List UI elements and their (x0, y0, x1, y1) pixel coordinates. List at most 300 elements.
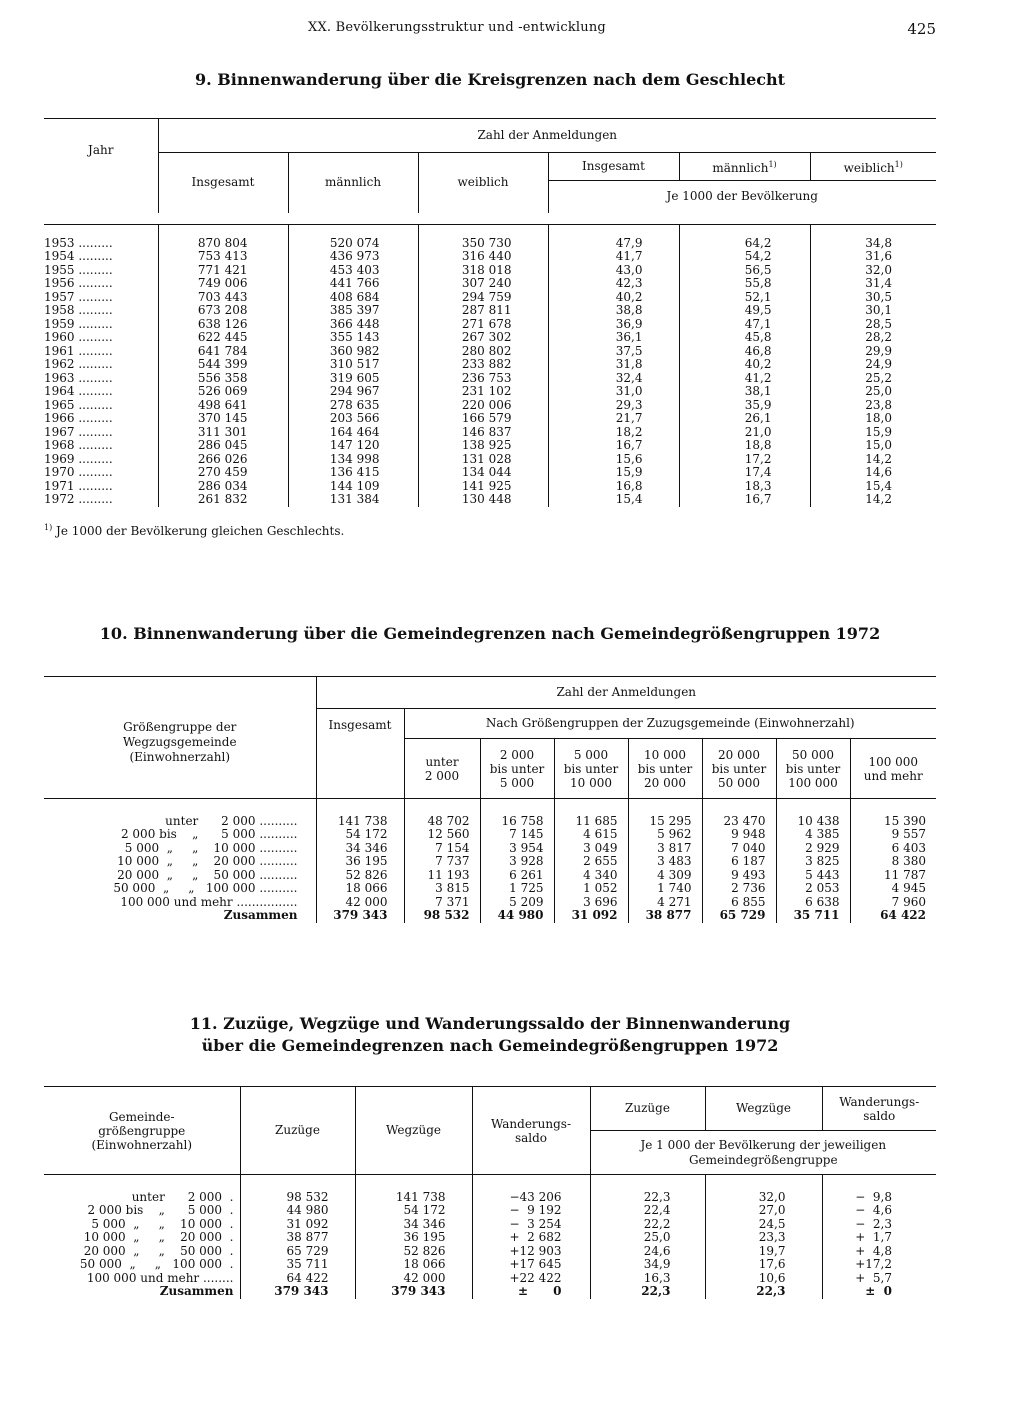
table-cell: 24,5 (705, 1218, 822, 1232)
table-cell: 16,7 (679, 493, 810, 507)
col-wegzuege: Wegzüge (355, 1087, 472, 1175)
table-cell: 29,9 (810, 345, 936, 359)
table-cell: 6 403 (850, 842, 936, 856)
table-cell: 3 049 (554, 842, 628, 856)
table-cell: 14,2 (810, 493, 936, 507)
table-cell: 31,8 (548, 358, 679, 372)
table-cell: 31,0 (548, 385, 679, 399)
col-zuzugsgruppe: 100 000 und mehr (850, 739, 936, 799)
total-row (44, 909, 936, 923)
table-cell: 146 837 (418, 426, 548, 440)
table-cell: 3 817 (628, 842, 702, 856)
table-cell: 18,3 (679, 480, 810, 494)
table-cell: + 5,7 (822, 1272, 936, 1286)
table-cell: 622 445 (158, 331, 288, 345)
table-cell: 286 045 (158, 439, 288, 453)
table-row (44, 896, 936, 910)
table-cell: 673 208 (158, 304, 288, 318)
table-cell: 11 787 (850, 869, 936, 883)
table-cell: 166 579 (418, 412, 548, 426)
col-je-1000: Je 1000 der Bevölkerung (548, 181, 936, 213)
table-cell: 138 925 (418, 439, 548, 453)
table-cell: 3 825 (776, 855, 850, 869)
table-cell: 231 102 (418, 385, 548, 399)
table-cell: + 2 682 (472, 1231, 590, 1245)
table-cell: 136 415 (288, 466, 418, 480)
table-row (44, 1258, 936, 1272)
table-cell: 379 343 (316, 909, 404, 923)
table-cell: 2 053 (776, 882, 850, 896)
row-label: 50 000 „ „ 100 000 . (79, 1257, 234, 1271)
table-cell: 41,7 (548, 250, 679, 264)
table-cell: 3 696 (554, 896, 628, 910)
table-cell: 18,2 (548, 426, 679, 440)
table-cell: 38,1 (679, 385, 810, 399)
table-cell: 38 877 (628, 909, 702, 923)
table-cell: 1 740 (628, 882, 702, 896)
table-cell: 271 678 (418, 318, 548, 332)
table-cell: 31 092 (554, 909, 628, 923)
table-cell: 32,0 (705, 1191, 822, 1205)
table-cell: 316 440 (418, 250, 548, 264)
table-cell: − 9,8 (822, 1191, 936, 1205)
table-cell: 3 483 (628, 855, 702, 869)
table-cell: 360 982 (288, 345, 418, 359)
table9-title: 9. Binnenwanderung über die Kreisgrenzen nach dem Geschlecht (194, 70, 786, 89)
table-cell: 318 018 (418, 264, 548, 278)
col-wanderungssaldo-rate: Wanderungs- saldo (822, 1087, 936, 1131)
table-cell: 278 635 (288, 399, 418, 413)
table11-title-line2: über die Gemeindegrenzen nach Gemeindegrößengruppen 1972 (201, 1036, 779, 1055)
table-cell: 350 730 (418, 237, 548, 251)
table-cell: 164 464 (288, 426, 418, 440)
table-cell: 4 385 (776, 828, 850, 842)
table-cell: + 4,8 (822, 1245, 936, 1259)
col-zuzuege-rate: Zuzüge (590, 1087, 705, 1131)
row-year: 1961 ......... (44, 343, 113, 358)
table-cell: 280 802 (418, 345, 548, 359)
table-cell: 15,0 (810, 439, 936, 453)
table-cell: 131 028 (418, 453, 548, 467)
table-cell: 370 145 (158, 412, 288, 426)
table-cell: 23,8 (810, 399, 936, 413)
table-cell: 45,8 (679, 331, 810, 345)
table-cell: 64 422 (240, 1272, 355, 1286)
table-cell: 9 948 (702, 828, 776, 842)
table-cell: 10,6 (705, 1272, 822, 1286)
table-cell: 65 729 (702, 909, 776, 923)
table10 (44, 676, 936, 923)
table-cell: 34 346 (355, 1218, 472, 1232)
row-label: 2 000 bis „ 5 000 .......... (120, 827, 298, 841)
table-cell: +12 903 (472, 1245, 590, 1259)
table-cell: 294 759 (418, 291, 548, 305)
table-cell: 7 737 (404, 855, 480, 869)
table-row (44, 869, 936, 883)
row-year: 1966 ......... (44, 411, 113, 425)
table-cell: 36 195 (316, 855, 404, 869)
table-cell: 30,5 (810, 291, 936, 305)
table-cell: 32,0 (810, 264, 936, 278)
table-cell: 54 172 (316, 828, 404, 842)
table-cell: 49,5 (679, 304, 810, 318)
table-cell: 4 945 (850, 882, 936, 896)
col-wanderungssaldo: Wanderungs- saldo (472, 1087, 590, 1175)
col-zuzugsgruppe: unter 2 000 (404, 739, 480, 799)
table11-body (44, 1191, 936, 1299)
table-row (44, 426, 936, 440)
table-cell: 771 421 (158, 264, 288, 278)
table-cell: ± 0 (822, 1285, 936, 1299)
table-row (44, 331, 936, 345)
row-year: 1957 ......... (44, 289, 113, 304)
table-cell: 286 034 (158, 480, 288, 494)
table-cell: 47,1 (679, 318, 810, 332)
table-cell: 23,3 (705, 1231, 822, 1245)
table-cell: 355 143 (288, 331, 418, 345)
table-cell: 641 784 (158, 345, 288, 359)
table-cell: 287 811 (418, 304, 548, 318)
table-cell: ± 0 (472, 1285, 590, 1299)
table10-title: 10. Binnenwanderung über die Gemeindegrenzen nach Gemeindegrößengruppen 1972 (99, 624, 881, 643)
table-cell: 15,9 (810, 426, 936, 440)
table9-body (44, 237, 936, 507)
total-row (44, 1285, 936, 1299)
table-cell: 385 397 (288, 304, 418, 318)
table-cell: 5 209 (480, 896, 554, 910)
table-cell: 526 069 (158, 385, 288, 399)
table-cell: 31,4 (810, 277, 936, 291)
table-row (44, 264, 936, 278)
col-zahl-anmeldungen: Zahl der Anmeldungen (158, 119, 936, 153)
table-cell: 15 295 (628, 815, 702, 829)
table-row (44, 815, 936, 829)
table9-footnote: $^{1)}$ Je 1000 der Bevölkerung gleichen Geschlechts. (44, 523, 345, 538)
table-cell: 16,8 (548, 480, 679, 494)
col-zuzugsgruppe: 10 000 bis unter 20 000 (628, 739, 702, 799)
table-cell: 4 271 (628, 896, 702, 910)
table-cell: +22 422 (472, 1272, 590, 1286)
table-cell: 22,2 (590, 1218, 705, 1232)
table-cell: 270 459 (158, 466, 288, 480)
table-row (44, 250, 936, 264)
table-cell: 25,0 (590, 1231, 705, 1245)
row-year: 1960 ......... (44, 330, 113, 344)
table-cell: 144 109 (288, 480, 418, 494)
table-cell: 18,0 (810, 412, 936, 426)
table-cell: 35,9 (679, 399, 810, 413)
row-year: 1967 ......... (44, 424, 113, 439)
table-cell: 16,3 (590, 1272, 705, 1286)
row-year: 1962 ......... (44, 357, 113, 371)
table-cell: 36,9 (548, 318, 679, 332)
row-label: 20 000 „ „ 50 000 .......... (117, 867, 298, 882)
table-row (44, 882, 936, 896)
table-cell: 6 261 (480, 869, 554, 883)
table-cell: 36,1 (548, 331, 679, 345)
table-cell: 40,2 (679, 358, 810, 372)
table-cell: 14,6 (810, 466, 936, 480)
table-cell: 134 998 (288, 453, 418, 467)
table-cell: 11 685 (554, 815, 628, 829)
table-cell: 7 040 (702, 842, 776, 856)
table-cell: 36 195 (355, 1231, 472, 1245)
table-cell: 5 443 (776, 869, 850, 883)
row-year: 1956 ......... (44, 276, 113, 290)
table-cell: 22,3 (705, 1285, 822, 1299)
table-row (44, 493, 936, 507)
table-row (44, 372, 936, 386)
table-cell: 16,7 (548, 439, 679, 453)
table-row (44, 412, 936, 426)
table-cell: 43,0 (548, 264, 679, 278)
table-cell: 31 092 (240, 1218, 355, 1232)
table-cell: 130 448 (418, 493, 548, 507)
table-cell: 753 413 (158, 250, 288, 264)
table-cell: 749 006 (158, 277, 288, 291)
table-cell: 311 301 (158, 426, 288, 440)
col-insgesamt-rate: Insgesamt (548, 153, 679, 181)
row-year: 1972 ......... (44, 492, 113, 506)
table-cell: 18 066 (355, 1258, 472, 1272)
table-row (44, 358, 936, 372)
table-cell: 18 066 (316, 882, 404, 896)
table-cell: 38,8 (548, 304, 679, 318)
table-cell: 98 532 (240, 1191, 355, 1205)
table-cell: 29,3 (548, 399, 679, 413)
table10-body (44, 815, 936, 923)
table-cell: 294 967 (288, 385, 418, 399)
table11 (44, 1086, 936, 1299)
table-cell: 9 557 (850, 828, 936, 842)
table-cell: 261 832 (158, 493, 288, 507)
table-cell: 1 725 (480, 882, 554, 896)
table-row (44, 291, 936, 305)
table-row (44, 828, 936, 842)
table-cell: 28,2 (810, 331, 936, 345)
table-cell: 15 390 (850, 815, 936, 829)
col-zuzugsgruppe: 5 000 bis unter 10 000 (554, 739, 628, 799)
table-cell: 42,3 (548, 277, 679, 291)
table-row (44, 385, 936, 399)
table-row (44, 1245, 936, 1259)
row-label: 5 000 „ „ 10 000 . (91, 1216, 234, 1231)
table-row (44, 1272, 936, 1286)
table-row (44, 277, 936, 291)
col-weiblich-rate: weiblich$^{1)}$ (810, 153, 936, 181)
table-cell: 40,2 (548, 291, 679, 305)
table-row (44, 466, 936, 480)
col-maennlich-rate: männlich$^{1)}$ (679, 153, 810, 181)
table-cell: 46,8 (679, 345, 810, 359)
col-zuzugsgruppe: 20 000 bis unter 50 000 (702, 739, 776, 799)
table-cell: 26,1 (679, 412, 810, 426)
row-year: 1954 ......... (44, 249, 113, 263)
table-cell: 6 187 (702, 855, 776, 869)
table-cell: 8 380 (850, 855, 936, 869)
col-jahr: Jahr (44, 119, 158, 213)
table-cell: 31,6 (810, 250, 936, 264)
table-cell: 52 826 (316, 869, 404, 883)
table-cell: +17,2 (822, 1258, 936, 1272)
table11-title-line1: 11. Zuzüge, Wegzüge und Wanderungssaldo der Binnenwanderung (189, 1014, 791, 1033)
table-cell: 17,2 (679, 453, 810, 467)
table-cell: − 9 192 (472, 1204, 590, 1218)
table-cell: 310 517 (288, 358, 418, 372)
col-zuzuege: Zuzüge (240, 1087, 355, 1175)
table-cell: 21,0 (679, 426, 810, 440)
row-year: 1965 ......... (44, 397, 113, 412)
table-cell: 54 172 (355, 1204, 472, 1218)
table-cell: 52,1 (679, 291, 810, 305)
table-cell: 131 384 (288, 493, 418, 507)
row-year: 1963 ......... (44, 370, 113, 385)
table-cell: 520 074 (288, 237, 418, 251)
table-cell: 453 403 (288, 264, 418, 278)
table-row (44, 399, 936, 413)
row-label: Zusammen (223, 908, 298, 922)
table-cell: 3 815 (404, 882, 480, 896)
table-cell: 141 738 (355, 1191, 472, 1205)
table-cell: 379 343 (240, 1285, 355, 1299)
table-cell: 10 438 (776, 815, 850, 829)
table-cell: 21,7 (548, 412, 679, 426)
table-cell: 7 371 (404, 896, 480, 910)
table-cell: 25,0 (810, 385, 936, 399)
table-row (44, 439, 936, 453)
row-label: unter 2 000 .......... (165, 813, 298, 828)
table-cell: 98 532 (404, 909, 480, 923)
table-cell: 24,9 (810, 358, 936, 372)
table-cell: 220 006 (418, 399, 548, 413)
table-cell: 319 605 (288, 372, 418, 386)
table9 (44, 118, 936, 507)
table-cell: 267 302 (418, 331, 548, 345)
table-row (44, 304, 936, 318)
table-cell: 35 711 (240, 1258, 355, 1272)
table-cell: 24,6 (590, 1245, 705, 1259)
table-cell: 42 000 (316, 896, 404, 910)
table-cell: 30,1 (810, 304, 936, 318)
table-cell: 6 855 (702, 896, 776, 910)
page-header (44, 20, 936, 42)
table-row (44, 842, 936, 856)
table-cell: 9 493 (702, 869, 776, 883)
table-cell: 22,4 (590, 1204, 705, 1218)
row-label: unter 2 000 . (131, 1189, 234, 1204)
table-row (44, 345, 936, 359)
table-cell: 42 000 (355, 1272, 472, 1286)
table-cell: 52 826 (355, 1245, 472, 1259)
table-cell: 15,4 (810, 480, 936, 494)
table-cell: 54,2 (679, 250, 810, 264)
table-cell: 32,4 (548, 372, 679, 386)
table-row (44, 480, 936, 494)
row-label: 100 000 und mehr ........ (86, 1270, 234, 1285)
table-cell: 544 399 (158, 358, 288, 372)
table-cell: 436 973 (288, 250, 418, 264)
table-cell: 34,8 (810, 237, 936, 251)
table-cell: 34,9 (590, 1258, 705, 1272)
table-cell: 37,5 (548, 345, 679, 359)
table-cell: 141 738 (316, 815, 404, 829)
table-row (44, 237, 936, 251)
col-zahl-anmeldungen-10: Zahl der Anmeldungen (316, 677, 936, 709)
row-year: 1955 ......... (44, 262, 113, 277)
table-cell: 34 346 (316, 842, 404, 856)
table-cell: 2 929 (776, 842, 850, 856)
table-row (44, 453, 936, 467)
table-cell: 441 766 (288, 277, 418, 291)
table-cell: 408 684 (288, 291, 418, 305)
table-cell: 14,2 (810, 453, 936, 467)
table-cell: 870 804 (158, 237, 288, 251)
table-cell: 3 928 (480, 855, 554, 869)
table-cell: −43 206 (472, 1191, 590, 1205)
row-year: 1959 ......... (44, 316, 113, 331)
table-cell: 41,2 (679, 372, 810, 386)
row-year: 1964 ......... (44, 384, 113, 398)
section-title: XX. Bevölkerungsstruktur und -entwicklung (308, 20, 606, 35)
table-cell: 65 729 (240, 1245, 355, 1259)
table-cell: 4 340 (554, 869, 628, 883)
table-cell: 7 960 (850, 896, 936, 910)
row-label: 100 000 und mehr ................ (120, 894, 298, 909)
table-cell: 22,3 (590, 1191, 705, 1205)
table-cell: 4 309 (628, 869, 702, 883)
table-cell: 266 026 (158, 453, 288, 467)
table-cell: 134 044 (418, 466, 548, 480)
table-cell: 19,7 (705, 1245, 822, 1259)
table-cell: 307 240 (418, 277, 548, 291)
table-cell: 18,8 (679, 439, 810, 453)
table-cell: 64,2 (679, 237, 810, 251)
table-cell: 17,6 (705, 1258, 822, 1272)
row-label: 2 000 bis „ 5 000 . (87, 1203, 234, 1217)
table-cell: 27,0 (705, 1204, 822, 1218)
table-row (44, 1191, 936, 1205)
table-cell: 44 980 (240, 1204, 355, 1218)
table-cell: + 1,7 (822, 1231, 936, 1245)
table-cell: 15,4 (548, 493, 679, 507)
col-weiblich: weiblich (418, 153, 548, 213)
table-row (44, 1218, 936, 1232)
table-cell: 17,4 (679, 466, 810, 480)
table-cell: 44 980 (480, 909, 554, 923)
table-cell: +17 645 (472, 1258, 590, 1272)
table-cell: 3 954 (480, 842, 554, 856)
table-cell: 23 470 (702, 815, 776, 829)
table-row (44, 1231, 936, 1245)
table-cell: 703 443 (158, 291, 288, 305)
table-cell: 147 120 (288, 439, 418, 453)
table-cell: 141 925 (418, 480, 548, 494)
table-cell: 56,5 (679, 264, 810, 278)
col-insgesamt: Insgesamt (158, 153, 288, 213)
row-label: 10 000 „ „ 20 000 . (83, 1230, 234, 1244)
col-zuzugsgruppe: 50 000 bis unter 100 000 (776, 739, 850, 799)
table-cell: 15,6 (548, 453, 679, 467)
table-cell: 2 655 (554, 855, 628, 869)
table-cell: 47,9 (548, 237, 679, 251)
row-label: 20 000 „ „ 50 000 . (83, 1243, 234, 1258)
table-cell: 25,2 (810, 372, 936, 386)
table-cell: 638 126 (158, 318, 288, 332)
table-cell: − 3 254 (472, 1218, 590, 1232)
table-cell: 498 641 (158, 399, 288, 413)
table-cell: 556 358 (158, 372, 288, 386)
row-year: 1953 ......... (44, 235, 113, 250)
